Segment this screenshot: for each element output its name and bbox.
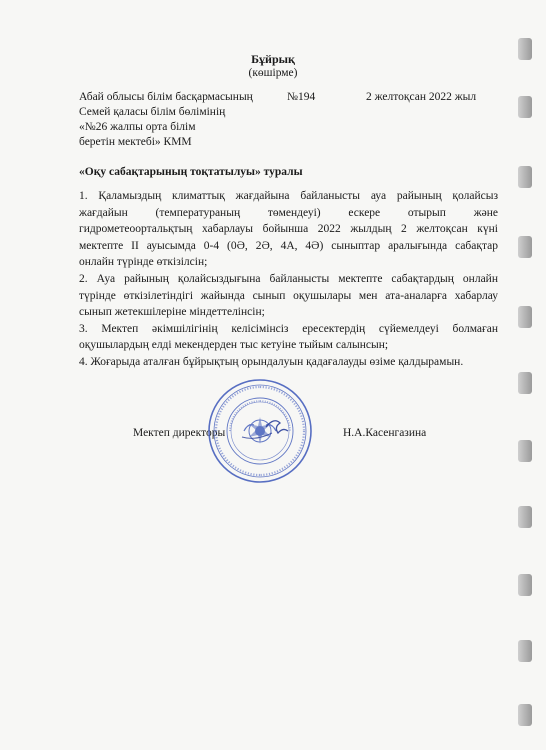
body-line: 3. Мектеп әкімшілігінің келісімінсіз ересектердің сүйемелдеуі болмаған — [79, 322, 498, 335]
punch-mark — [518, 306, 532, 328]
body-line: мектепте ІІ ауысымда 0-4 (0Ә, 2Ә, 4А, 4Ә) сыныптар аралығында сабақтар — [79, 239, 498, 252]
body-line: оқушылардың елді мекендерден тыс кетуіне тыйым салынсын; — [79, 339, 389, 352]
body-line: гидрометеоортальқтың хабарлауы бойынша 2022 жылдың 2 желтоқсан күні — [79, 223, 498, 236]
document-subtitle: (көшірме) — [248, 67, 298, 79]
order-body — [79, 188, 498, 371]
punch-mark — [518, 704, 532, 726]
org-line-2: Семей қаласы білім бөлімінің — [79, 106, 226, 118]
signature-name: Н.А.Касенгазина — [343, 427, 427, 439]
punch-mark — [518, 38, 532, 60]
org-line-1: Абай облысы білім басқармасының — [79, 91, 253, 103]
official-stamp — [206, 377, 314, 485]
document-title: Бұйрық — [251, 52, 295, 66]
punch-mark — [518, 166, 532, 188]
punch-mark — [518, 574, 532, 596]
body-line: 4. Жоғарыда аталған бұйрықтың орындалуын қадағалауды өзіме қалдырамын. — [79, 355, 464, 368]
order-subject: «Оқу сабақтарының тоқтатылуы» туралы — [79, 166, 303, 178]
body-line: 1. Қаламыздың климаттық жағдайына байланысты ауа райының қолайсыз — [79, 190, 498, 202]
punch-mark — [518, 640, 532, 662]
punch-mark — [518, 372, 532, 394]
punch-mark — [518, 440, 532, 462]
order-date: 2 желтоқсан 2022 жыл — [366, 91, 477, 103]
punch-mark — [518, 506, 532, 528]
punch-mark — [518, 236, 532, 258]
body-line: 2. Ауа райының қолайсыздығына байланысты мектепте сабақтардың онлайн — [79, 272, 498, 285]
body-line: жағдайын (температураның төмендеуі) ескере отырып және — [79, 206, 498, 219]
body-line: онлайн түрінде өткізілсін; — [79, 256, 208, 269]
org-line-3: «№26 жалпы орта білім — [79, 121, 196, 133]
body-line: түрінде өткізілетіндігі жайында сынып оқушылары мен ата-аналарға хабарлау — [79, 289, 498, 302]
order-number: №194 — [287, 91, 316, 103]
punch-mark — [518, 96, 532, 118]
org-line-4: беретін мектебі» КММ — [79, 136, 192, 148]
body-line: сынып жетекшілеріне міндеттелінсін; — [79, 306, 265, 319]
signature-position: Мектеп директоры — [133, 427, 226, 439]
